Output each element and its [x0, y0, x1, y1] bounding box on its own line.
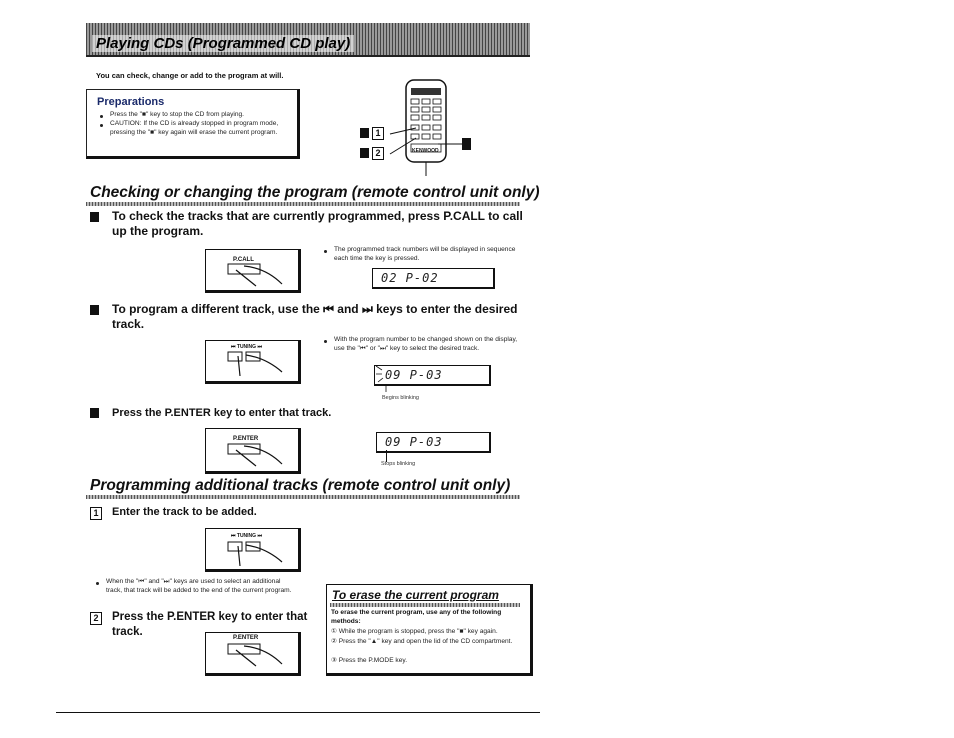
display-caption: Stops blinking	[381, 461, 416, 467]
display-caption: Begins blinking	[382, 395, 419, 401]
preparation-item: CAUTION: If the CD is already stopped in program mode, pressing the "■" key again will erase the current program.	[110, 120, 279, 136]
blink-indicator-icon	[372, 360, 402, 394]
step-marker-icon	[360, 148, 369, 158]
finger-press-icon	[226, 350, 286, 378]
step-marker-icon	[90, 305, 99, 315]
step-title: To program a different track, use the ⏮ and ⏭ keys to enter the desired track.	[112, 302, 518, 331]
display-readout: 09 P-03	[376, 432, 491, 453]
erase-method: ① While the program is stopped, press the "■" key again.	[331, 628, 498, 635]
heading-rule	[330, 603, 520, 607]
brand-logo: KENWOOD	[412, 148, 439, 154]
footer-rule	[56, 712, 540, 713]
finger-press-icon	[226, 262, 286, 288]
heading-rule	[86, 202, 520, 206]
key-label: P.ENTER	[233, 436, 259, 442]
bullet-icon	[324, 340, 327, 343]
erase-method: ② Press the "▲" key and open the lid of the CD compartment.	[331, 638, 513, 645]
erase-method: ③ Press the P.MODE key.	[331, 657, 408, 664]
step-number: 2	[90, 612, 102, 625]
bullet-icon	[96, 582, 99, 585]
key-label: ⏮ TUNING ⏭	[231, 344, 262, 350]
step-title: Press the P.ENTER key to enter that track.	[112, 407, 332, 419]
heading-rule	[86, 495, 520, 499]
intro-text: You can check, change or add to the program at will.	[96, 71, 284, 80]
bullet-icon	[100, 124, 103, 127]
step-title: Enter the track to be added.	[112, 506, 257, 518]
section-heading: Checking or changing the program (remote control unit only)	[90, 184, 540, 201]
step-title: To check the tracks that are currently programmed, press P.CALL to call up the program.	[112, 209, 523, 238]
finger-press-icon	[226, 442, 286, 468]
key-label: ⏮ TUNING ⏭	[231, 533, 262, 539]
finger-press-icon	[226, 642, 286, 670]
step-marker-icon	[90, 212, 99, 222]
key-label: P.ENTER	[233, 635, 259, 641]
step-number: 1	[90, 507, 102, 520]
key-label: P.CALL	[233, 257, 254, 263]
step-note: With the program number to be changed shown on the display, use the "⏮" or "⏭" key to select the desired track.	[334, 336, 518, 352]
display-readout: 09 P-03	[374, 365, 491, 386]
step-marker-icon	[360, 128, 369, 138]
display-readout: 02 P-02	[372, 268, 495, 289]
step-title: Press the P.ENTER key to enter that track.	[112, 611, 308, 638]
bullet-icon	[324, 250, 327, 253]
callout-number: 2	[372, 147, 384, 160]
erase-lead: To erase the current program, use any of the following methods:	[331, 609, 502, 625]
step-note: When the "⏮" and "⏭" keys are used to select an additional track, that track will be added to the end of the current program.	[106, 578, 292, 594]
page-title: Playing CDs (Programmed CD play)	[92, 35, 354, 52]
preparation-item: Press the "■" key to stop the CD from playing.	[110, 111, 244, 118]
callout-number: 1	[372, 127, 384, 140]
erase-title: To erase the current program	[332, 588, 499, 602]
bullet-icon	[100, 115, 103, 118]
section-heading: Programming additional tracks (remote control unit only)	[90, 477, 511, 494]
step-note: The programmed track numbers will be displayed in sequence each time the key is pressed.	[334, 246, 516, 262]
preparations-title: Preparations	[97, 96, 165, 108]
remote-control-illustration	[358, 76, 478, 176]
step-marker-icon	[90, 408, 99, 418]
finger-press-icon	[226, 540, 286, 568]
